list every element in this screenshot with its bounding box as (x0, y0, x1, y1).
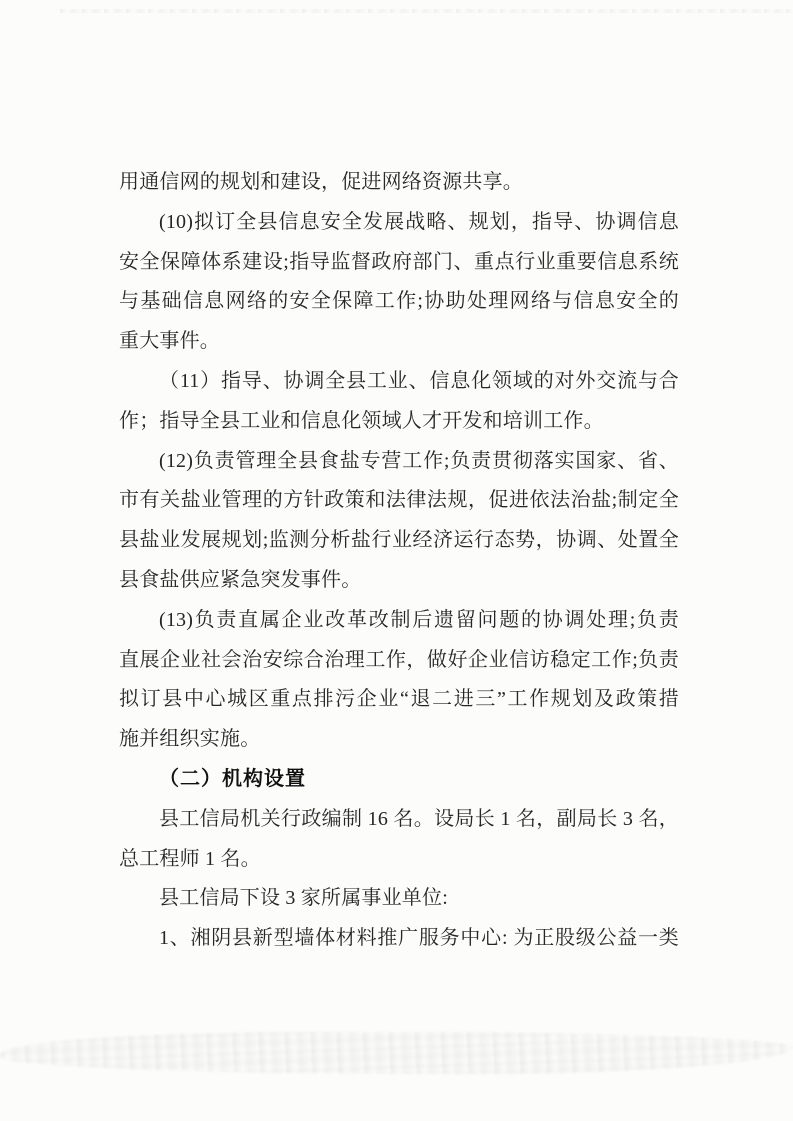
text-line: 总工程师 1 名。 (119, 847, 261, 870)
text-line: 县食盐供应紧急突发事件。 (119, 568, 362, 591)
text-line: 1、湘阴县新型墙体材料推广服务中心: 为正股级公益一类 (159, 927, 679, 950)
text-line: 市有关盐业管理的方针政策和法律法规，促进依法治盐;制定全 (119, 489, 679, 512)
scan-artifact-bottom-band (0, 1032, 793, 1074)
text-line: 县工信局机关行政编制 16 名。设局长 1 名，副局长 3 名， (159, 807, 679, 830)
text-line: (12)负责管理全县食盐专营工作;负责贯彻落实国家、省、 (159, 449, 679, 472)
scan-artifact-top (60, 9, 793, 13)
text-line: 重大事件。 (119, 330, 220, 353)
text-line: 拟订县中心城区重点排污企业“退二进三”工作规划及政策措 (119, 688, 679, 711)
text-line: （11）指导、协调全县工业、信息化领域的对外交流与合 (159, 369, 679, 392)
document-text-block (119, 163, 679, 959)
text-line: 与基础信息网络的安全保障工作;协助处理网络与信息安全的 (119, 290, 679, 313)
text-line: 安全保障体系建设;指导监督政府部门、重点行业重要信息系统 (119, 250, 679, 273)
text-line: 县盐业发展规划;监测分析盐行业经济运行态势，协调、处置全 (119, 529, 679, 552)
text-line: 直展企业社会治安综合治理工作，做好企业信访稳定工作;负责 (119, 648, 679, 671)
text-line: (13)负责直属企业改革改制后遗留问题的协调处理;负责 (159, 608, 679, 631)
text-line: 作；指导全县工业和信息化领域人才开发和培训工作。 (119, 409, 604, 432)
section-heading: （二）机构设置 (159, 767, 306, 790)
text-line: 用通信网的规划和建设，促进网络资源共享。 (119, 171, 523, 193)
text-line: 县工信局下设 3 家所属事业单位: (159, 887, 448, 910)
text-line: 施并组织实施。 (119, 728, 261, 751)
text-line: (10)拟订全县信息安全发展战略、规划，指导、协调信息 (159, 210, 679, 233)
